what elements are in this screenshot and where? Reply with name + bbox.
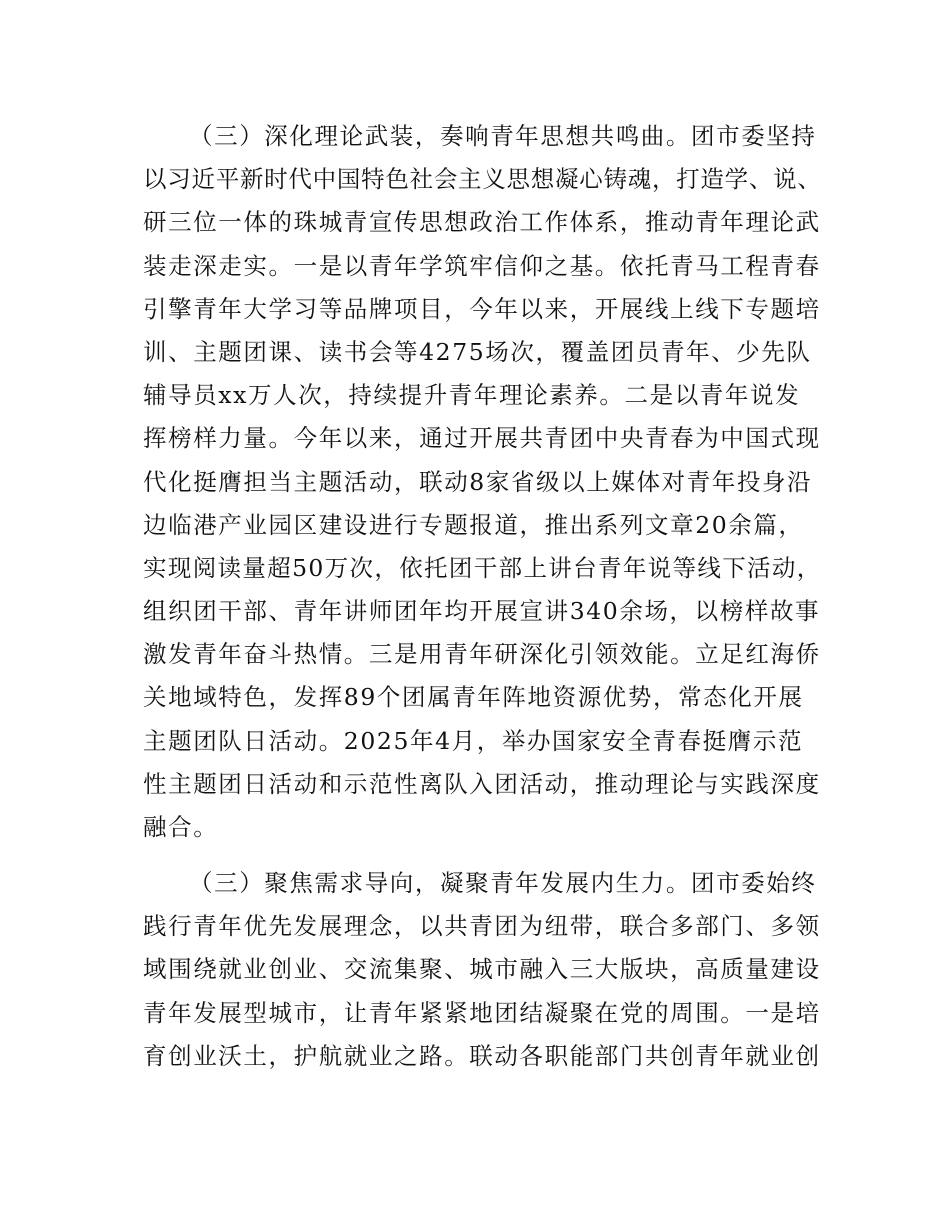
paragraph-theory-armament [143,115,823,849]
paragraph-line: 辅导员xx万人次，持续提升青年理论素养。二是以青年说发 [143,381,801,410]
paragraph-line: 代化挺膺担当主题活动，联动8家省级以上媒体对青年投身沿 [143,467,813,496]
paragraph-line: 青年发展型城市，让青年紧紧地团结凝聚在党的周围。一是培 [143,998,821,1027]
paragraph-line: 组织团干部、青年讲师团年均开展宣讲340余场，以榜样故事 [143,597,821,626]
paragraph-line: 挥榜样力量。今年以来，通过开展共青团中央青春为中国式现 [143,424,821,453]
paragraph-line: 域围绕就业创业、交流集聚、城市融入三大版块，高质量建设 [143,955,821,984]
paragraph-line: 主题团队日活动。2025年4月，举办国家安全青春挺膺示范 [143,726,804,755]
paragraph-line: 训、主题团课、读书会等4275场次，覆盖团员青年、少先队 [143,337,812,366]
paragraph-line: 关地域特色，发挥89个团属青年阵地资源优势，常态化开展 [143,683,804,712]
paragraph-line: 边临港产业园区建设进行专题报道，推出系列文章20余篇， [143,510,804,539]
paragraph-line: 践行青年优先发展理念，以共青团为纽带，联合多部门、多领 [143,912,821,941]
paragraph-line: 研三位一体的珠城青宣传思想政治工作体系，推动青年理论武 [143,208,821,237]
paragraph-line: 性主题团日活动和示范性离队入团活动，推动理论与实践深度 [143,769,821,798]
paragraph-demand-orientation [143,862,823,1078]
paragraph-line: 引擎青年大学习等品牌项目，今年以来，开展线上线下专题培 [143,294,821,323]
paragraph-line: 以习近平新时代中国特色社会主义思想凝心铸魂，打造学、说、 [143,165,822,194]
paragraph-line: （三）聚焦需求导向，凝聚青年发展内生力。团市委始终 [189,869,817,897]
paragraph-line: 装走深走实。一是以青年学筑牢信仰之基。依托青马工程青春 [143,251,821,280]
paragraph-line: （三）深化理论武装，奏响青年思想共鸣曲。团市委坚持 [189,122,817,150]
paragraph-line: 实现阅读量超50万次，依托团干部上讲台青年说等线下活动， [143,553,822,582]
paragraph-line: 激发青年奋斗热情。三是用青年研深化引领效能。立足红海侨 [143,640,821,669]
paragraph-line: 育创业沃土，护航就业之路。联动各职能部门共创青年就业创 [143,1041,821,1070]
paragraph-line: 融合。 [143,813,219,841]
